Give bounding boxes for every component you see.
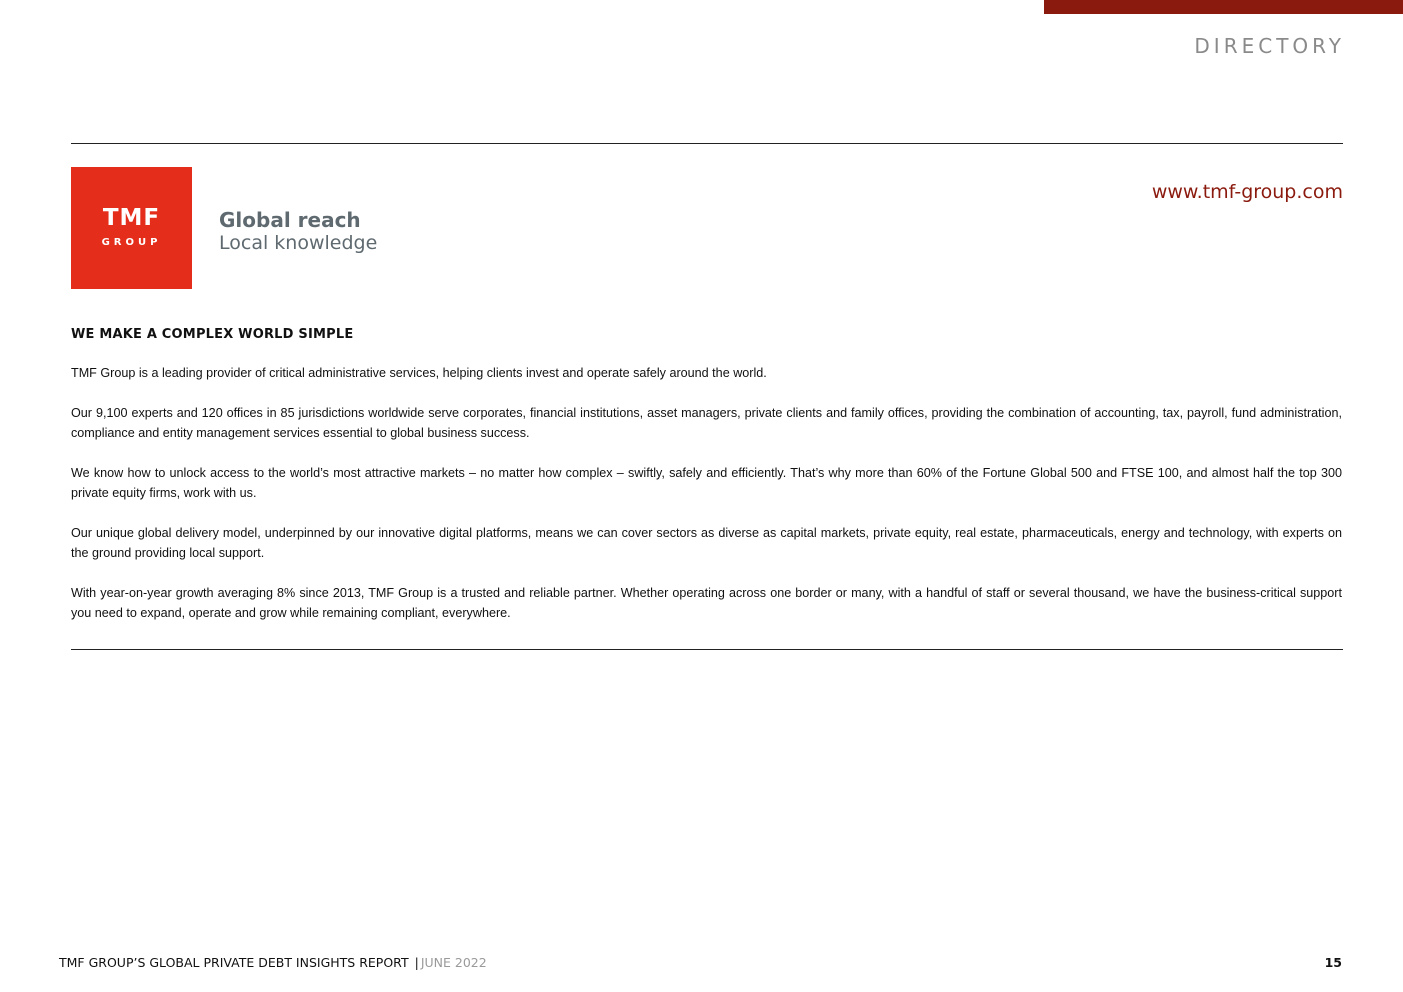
paragraph: We know how to unlock access to the world’s most attractive markets – no matter how complex – swiftly, safely and efficiently. That’s why more than 60% of the Fortune Global 500 and FTSE 100, and almost half the top 300 private equity firms, work with us.	[71, 466, 1342, 500]
logo-tagline	[219, 208, 377, 254]
top-divider	[71, 143, 1343, 144]
paragraph: TMF Group is a leading provider of critical administrative services, helping clients invest and operate safely around the world.	[71, 366, 767, 380]
section-title: DIRECTORY	[1194, 34, 1345, 58]
website-link[interactable]: www.tmf-group.com	[1151, 181, 1343, 203]
tagline-line-1: Global reach	[219, 208, 361, 232]
tmf-logo	[71, 167, 192, 289]
tagline-line-2: Local knowledge	[219, 232, 378, 254]
logo-subtext: GROUP	[101, 237, 162, 248]
footer	[59, 955, 487, 970]
footer-date: JUNE 2022	[420, 955, 487, 970]
page-number: 15	[1324, 955, 1342, 970]
footer-separator: |	[414, 955, 419, 970]
company-description	[71, 327, 1342, 643]
content-heading: WE MAKE A COMPLEX WORLD SIMPLE	[71, 327, 354, 342]
logo-wordmark: TMF	[102, 205, 161, 231]
bottom-divider	[71, 649, 1343, 650]
paragraph: Our 9,100 experts and 120 offices in 85 jurisdictions worldwide serve corporates, financial institutions, asset managers, private clients and family offices, providing the combination of accounting, tax, payroll, fund administration, compliance and entity management services essential to global business success.	[71, 406, 1342, 440]
footer-report-title: TMF GROUP’S GLOBAL PRIVATE DEBT INSIGHTS REPORT	[59, 955, 409, 970]
paragraph: Our unique global delivery model, underpinned by our innovative digital platforms, means we can cover sectors as diverse as capital markets, private equity, real estate, pharmaceuticals, energy and technology, with experts on the ground providing local support.	[71, 526, 1342, 560]
top-accent-bar	[1044, 0, 1403, 14]
paragraph: With year-on-year growth averaging 8% since 2013, TMF Group is a trusted and reliable partner. Whether operating across one border or many, with a handful of staff or several thousand, we have the business-critical support you need to expand, operate and grow while remaining compliant, everywhere.	[71, 586, 1342, 620]
